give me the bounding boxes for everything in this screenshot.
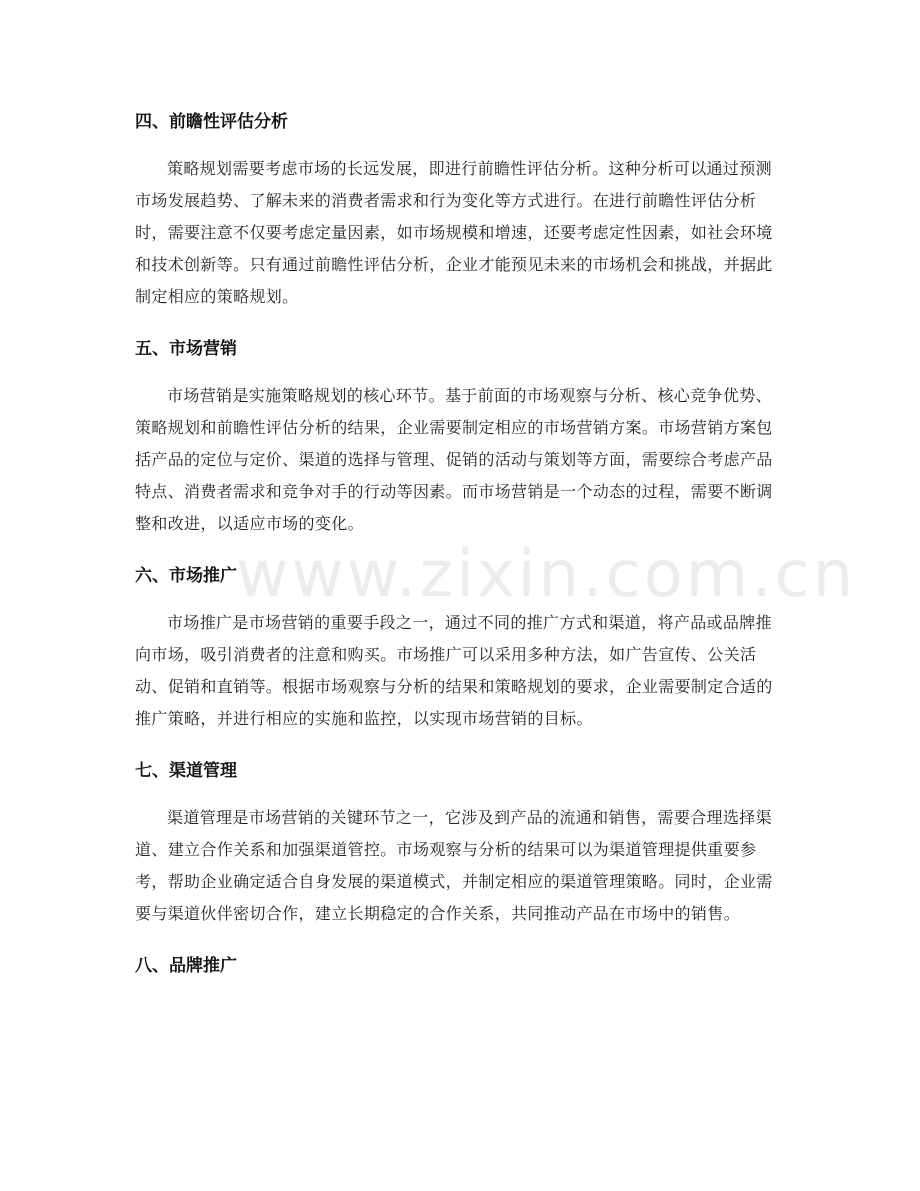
section-channel-management <box>135 753 785 930</box>
watermark: www.zixin.com.cn <box>236 538 857 612</box>
section-paragraph: 渠道管理是市场营销的关键环节之一，它涉及到产品的流通和销售，需要合理选择渠道、建立合作关系和加强渠道管控。市场观察与分析的结果可以为渠道管理提供重要参考，帮助企业确定适合自身发展的渠道模式，并制定相应的渠道管理策略。同时，企业需要与渠道伙伴密切合作，建立长期稳定的合作关系，共同推动产品在市场中的销售。 <box>135 808 773 923</box>
section-paragraph: 市场营销是实施策略规划的核心环节。基于前面的市场观察与分析、核心竞争优势、策略规划和前瞻性评估分析的结果，企业需要制定相应的市场营销方案。市场营销方案包括产品的定位与定价、渠道的选择与管理、促销的活动与策划等方面，需要综合考虑产品特点、消费者需求和竞争对手的行动等因素。而市场营销是一个动态的过程，需要不断调整和改进，以适应市场的变化。 <box>135 386 773 533</box>
section-heading: 六、市场推广 <box>135 566 237 586</box>
document-body <box>135 104 785 997</box>
section-heading: 四、前瞻性评估分析 <box>135 112 288 132</box>
section-heading: 七、渠道管理 <box>135 761 237 781</box>
section-heading: 八、品牌推广 <box>135 956 237 976</box>
section-forward-looking-analysis <box>135 104 785 313</box>
section-paragraph: 市场推广是市场营销的重要手段之一，通过不同的推广方式和渠道，将产品或品牌推向市场，吸引消费者的注意和购买。市场推广可以采用多种方法，如广告宣传、公关活动、促销和直销等。根据市场观察与分析的结果和策略规划的要求，企业需要制定合适的推广策略，并进行相应的实施和监控，以实现市场营销的目标。 <box>135 613 773 728</box>
section-marketing <box>135 331 785 540</box>
section-heading: 五、市场营销 <box>135 339 237 359</box>
section-paragraph: 策略规划需要考虑市场的长远发展，即进行前瞻性评估分析。这种分析可以通过预测市场发展趋势、了解未来的消费者需求和行为变化等方式进行。在进行前瞻性评估分析时，需要注意不仅要考虑定量因素，如市场规模和增速，还要考虑定性因素，如社会环境和技术创新等。只有通过前瞻性评估分析，企业才能预见未来的市场机会和挑战，并据此制定相应的策略规划。 <box>135 159 773 306</box>
section-brand-promotion <box>135 948 785 984</box>
section-market-promotion <box>135 558 785 735</box>
